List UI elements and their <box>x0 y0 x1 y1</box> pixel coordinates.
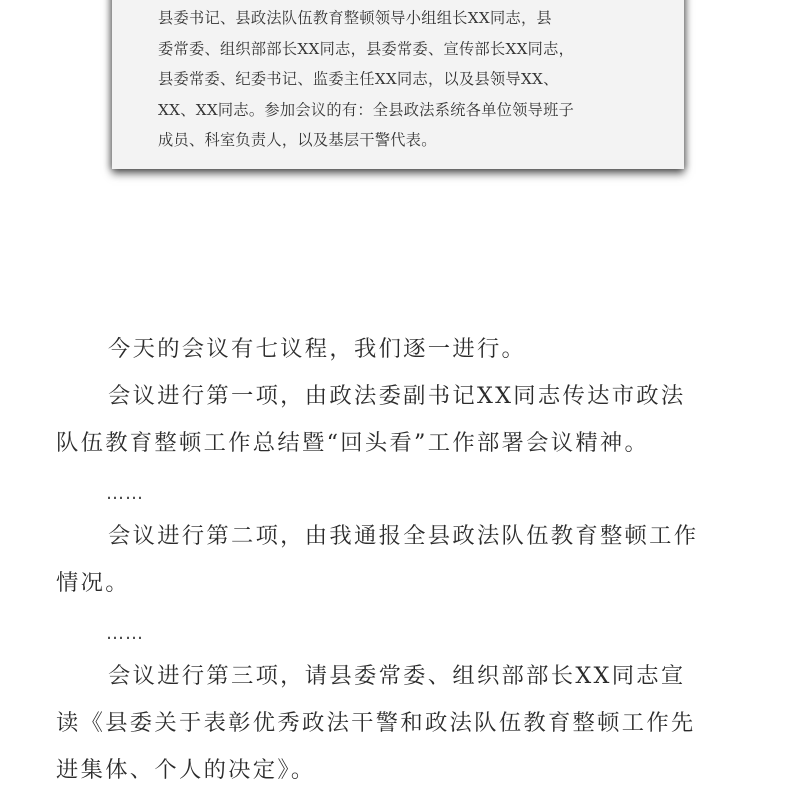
item-one-line: 队伍教育整顿工作总结暨“回头看”工作部署会议精神。 <box>56 430 650 456</box>
item-two-line: 情况。 <box>56 570 130 596</box>
agenda-intro: 今天的会议有七议程，我们逐一进行。 <box>108 336 527 362</box>
item-three-line: 进集体、个人的决定》。 <box>56 757 316 783</box>
box-line: 县委常委、纪委书记、监委主任XX同志，以及县领导XX、 <box>158 70 559 89</box>
attendee-info-box <box>112 0 684 169</box>
box-line: 成员、科室负责人，以及基层干警代表。 <box>158 131 437 150</box>
item-one-line: 会议进行第一项，由政法委副书记XX同志传达市政法 <box>108 383 686 409</box>
box-line: XX、XX同志。参加会议的有：全县政法系统各单位领导班子 <box>158 100 575 119</box>
item-three-line: 会议进行第三项，请县委常委、组织部部长XX同志宣 <box>108 663 686 689</box>
ellipsis: …… <box>106 623 144 644</box>
ellipsis: …… <box>106 483 144 504</box>
item-three-line: 读《县委关于表彰优秀政法干警和政法队伍教育整顿工作先 <box>56 710 696 736</box>
box-line: 县委书记、县政法队伍教育整顿领导小组组长XX同志，县 <box>158 9 552 27</box>
box-line: 委常委、组织部部长XX同志，县委常委、宣传部长XX同志， <box>158 39 575 58</box>
item-two-line: 会议进行第二项，由我通报全县政法队伍教育整顿工作 <box>108 523 699 549</box>
